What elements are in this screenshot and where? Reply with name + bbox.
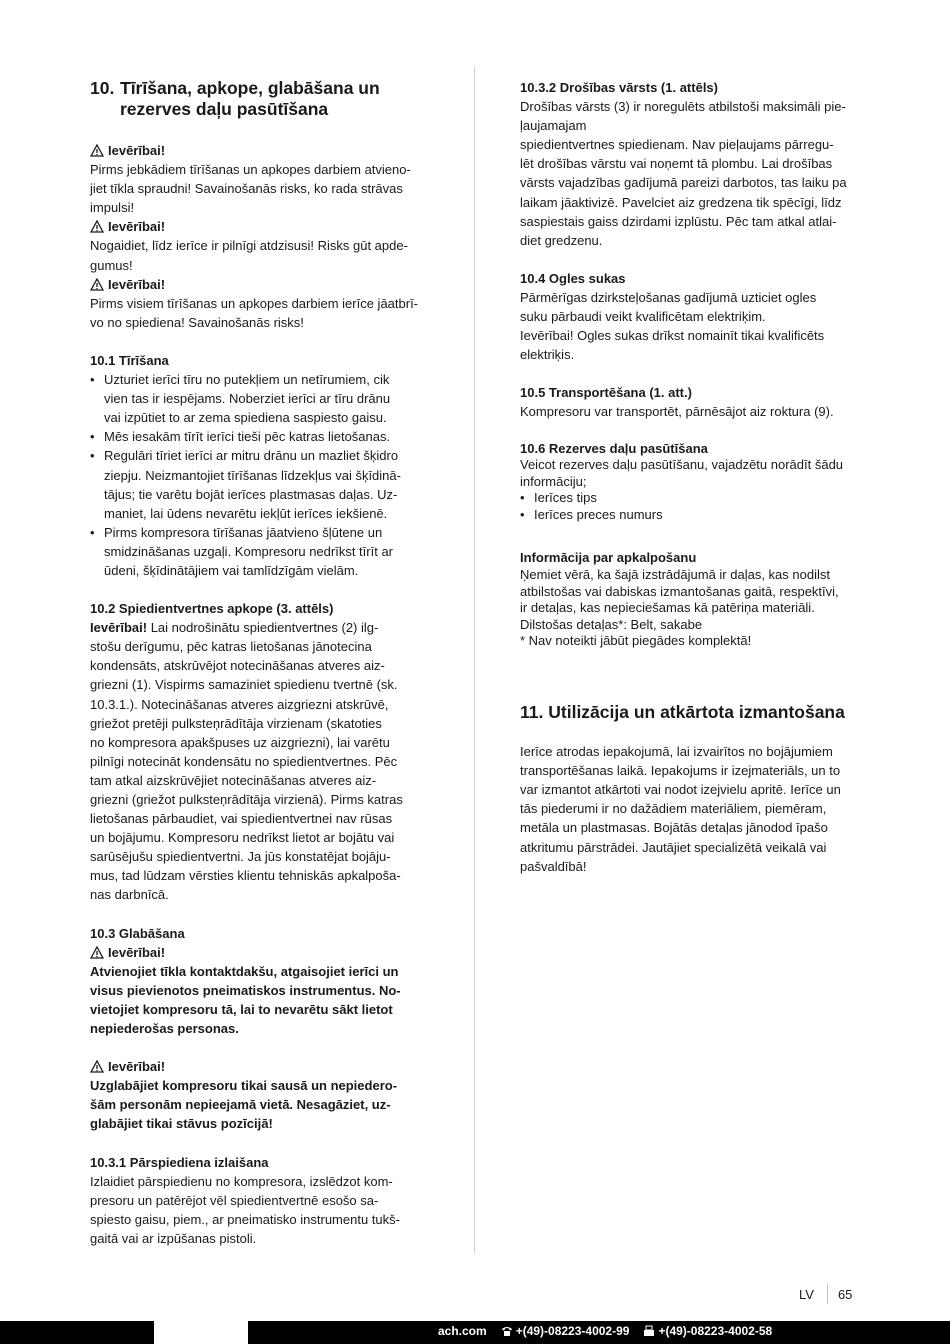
service-info-text: Ņemiet vērā, ka šajā izstrādājumā ir daļas, kas nodilst atbilstošas vai dabiskas izmantošanas gaitā, respektīvi, ir detaļas, kas nepieciešamas kā patēriņa materiāli. Dilstošas detaļas*: Belt, sakabe * Nav noteikti jābūt piegādes komplektā! [520, 567, 839, 649]
list-item: • Regulāri tīriet ierīci ar mitru drānu un mazliet šķidro ziepju. Neizmantojiet tīrīšanas līdzekļus vai šķīdinā- tājus; tie varētu bojāt ierīces plastmasas daļas. Uz- maniet, lai ūdens nevarētu iekļūt ierīces iekšienē. [90, 446, 430, 522]
footer-fax: +(49)-08223-4002-58 [658, 1324, 773, 1338]
section-10-3-1-heading: 10.3.1 Pārspiediena izlaišana [90, 1154, 269, 1170]
section-10-3-2-heading: 10.3.2 Drošības vārsts (1. attēls) [520, 80, 718, 95]
section-10-1-heading: 10.1 Tīrīšana [90, 352, 169, 368]
page-number-area [799, 1284, 852, 1304]
warning-icon [90, 278, 104, 291]
warning-icon [90, 946, 104, 959]
cleaning-list [90, 370, 430, 580]
section-10-4-text: Pārmērīgas dzirksteļošanas gadījumā uzticiet ogles suku pārbaudi veikt kvalificētam elektriķim. Ievērībai! Ogles sukas drīkst nomainīt tikai kvalificēts elektriķis. [520, 289, 825, 363]
warning-heading-2: Ievērībai! [90, 217, 430, 236]
footer-phone: +(49)-08223-4002-99 [515, 1324, 630, 1338]
section-10-4-heading: 10.4 Ogles sukas [520, 270, 626, 286]
footer-contact [438, 1324, 772, 1338]
section-10-3-2-text: Drošības vārsts (3) ir noregulēts atbilstoši maksimāli pie- ļaujamajam spiedientvertnes spiedienam. Nav pieļaujams pārregu- lēt drošības vārstu vai noņemt tā plombu. Lai drošības vārsts vajadzības gadījumā pareizi darbotos, tas laiku pa laikam jāaktivizē. Pavelciet aiz gredzena tik spēcīgi, līdz saspiestais gaiss dzirdami izplūstu. Pēc tam atkal atlai- diet gredzenu. [520, 99, 847, 248]
list-item: • Ierīces preces numurs [520, 507, 860, 524]
warning-icon [90, 144, 104, 157]
warning-heading-1: Ievērībai! [90, 141, 430, 160]
storage-warning-text-1: Atvienojiet tīkla kontaktdakšu, atgaisojiet ierīci un visus pievienotos pneimatiskos instrumentus. No- vietojiet kompresoru tā, lai to nevarētu sākt lietot nepiederošas personas. [90, 963, 401, 1037]
storage-warning-text-2: Uzglabājiet kompresoru tikai sausā un nepiedero- šām personām nepieejamā vietā. Nesagāziet, uz- glabājiet tikai stāvus pozīcijā! [90, 1078, 398, 1132]
list-item: • Mēs iesakām tīrīt ierīci tieši pēc katras lietošanas. [90, 427, 430, 446]
warning-icon [90, 220, 104, 233]
service-info-heading: Informācija par apkalpošanu [520, 550, 697, 566]
chapter-10-title: 10. Tīrīšana, apkope, glabāšana un rezerves daļu pasūtīšana [90, 78, 380, 119]
section-10-2-text: Ievērībai! Lai nodrošinātu spiedientvertnes (2) ilg- stošu derīgumu, pēc katras lietošanas jānotecina kondensāts, atskrūvējot notecināšanas atveres aiz- griezni (1). Vispirms samaziniet spiedienu tvertnē (sk. 10.3.1.). Notecināšanas atveres aizgriezni atskrūvē, griežot pretēji pulksteņrādītāja virzienam (skatoties no kompresora apakšpuses uz aizgriezni), lai varētu pilnīgi notecināt kondensātu no spiedientvertnes. Pēc tam atkal aizskrūvējiet notecināšanas atveres aiz- griezni (griežot pulksteņrādītāja virzienā). Pirms katras lietošanas pārbaudiet, vai spiedientvertnei nav rūsas un bojājumu. Kompresoru nedrīkst lietot ar bojātu vai sarūsējušu spiedientvertni. Ja jūs konstatējat bojāju- mus, tad lūdzam vērsties klientu tehniskās apkalpoša- nas darbnīcā. [90, 620, 403, 903]
chapter-11-text: Ierīce atrodas iepakojumā, lai izvairītos no bojājumiem transportēšanas laikā. Iepakojums ir izejmateriāls, un to var izmantot atkārtoti vai nodot izejvielu apritē. Ierīce un tās piederumi ir no dažādiem materiāliem, piemēram, metāla un plastmasas. Bojātās detaļas jānodod īpašo atkritumu pārstrādei. Jautājiet specializētā veikalā vai pašvaldībā! [520, 744, 841, 874]
list-item: • Uzturiet ierīci tīru no putekļiem un netīrumiem, cik vien tas ir iespējams. Noberziet ierīci ar tīru drānu vai izpūtiet to ar zema spiediena saspiesto gaisu. [90, 370, 430, 427]
footer-website[interactable]: ach.com [438, 1324, 487, 1338]
order-info-list [520, 490, 860, 523]
list-item: • Ierīces tips [520, 490, 860, 507]
section-10-2-heading: 10.2 Spiedientvertnes apkope (3. attēls) [90, 601, 334, 617]
fax-icon [643, 1325, 655, 1337]
section-10-5-text: Kompresoru var transportēt, pārnēsājot aiz roktura (9). [520, 404, 834, 420]
section-10-6-text: Veicot rezerves daļu pasūtīšanu, vajadzētu norādīt šādu informāciju; [520, 457, 844, 489]
right-column [520, 78, 860, 876]
warning-text-1: Pirms jebkādiem tīrīšanas un apkopes darbiem atvieno- jiet tīkla spraudni! Savainošanās risks, ko rada strāvas impulsi! [90, 162, 411, 216]
phone-icon [501, 1325, 513, 1337]
warning-text-3: Pirms visiem tīrīšanas un apkopes darbiem ierīce jāatbrī- vo no spiediena! Savainošanās risks! [90, 295, 419, 330]
section-10-6-heading: 10.6 Rezerves daļu pasūtīšana [520, 440, 708, 456]
section-10-3-heading: 10.3 Glabāšana [90, 925, 185, 941]
warning-heading-5: Ievērībai! [90, 1057, 430, 1076]
column-divider [474, 66, 475, 1254]
warning-icon [90, 1060, 104, 1073]
language-code: LV [799, 1286, 814, 1302]
section-10-5-heading: 10.5 Transportēšana (1. att.) [520, 385, 692, 401]
section-10-3-1-text: Izlaidiet pārspiedienu no kompresora, izslēdzot kom- presoru un patērējot vēl spiedientvertnē esošo sa- spiesto gaisu, piem., ar pneimatisko instrumentu tukš- gaitā vai ar izpūšanas pistoli. [90, 1173, 400, 1246]
page-number: 65 [837, 1286, 853, 1302]
warning-heading-3: Ievērībai! [90, 275, 430, 294]
footer-gap [154, 1321, 248, 1344]
list-item: • Pirms kompresora tīrīšanas jāatvieno šļūtene un smidzināšanas uzgaļi. Kompresoru nedrīkst tīrīt ar ūdeni, šķīdinātājiem vai tamlīdzīgām vielām. [90, 523, 430, 580]
warning-heading-4: Ievērībai! [90, 943, 430, 962]
warning-text-2: Nogaidiet, līdz ierīce ir pilnīgi atdzisusi! Risks gūt apde- gumus! [90, 238, 408, 273]
page-number-divider [827, 1284, 828, 1304]
left-column [90, 78, 430, 1248]
chapter-11-title: 11. Utilizācija un atkārtota izmantošana [520, 702, 845, 723]
